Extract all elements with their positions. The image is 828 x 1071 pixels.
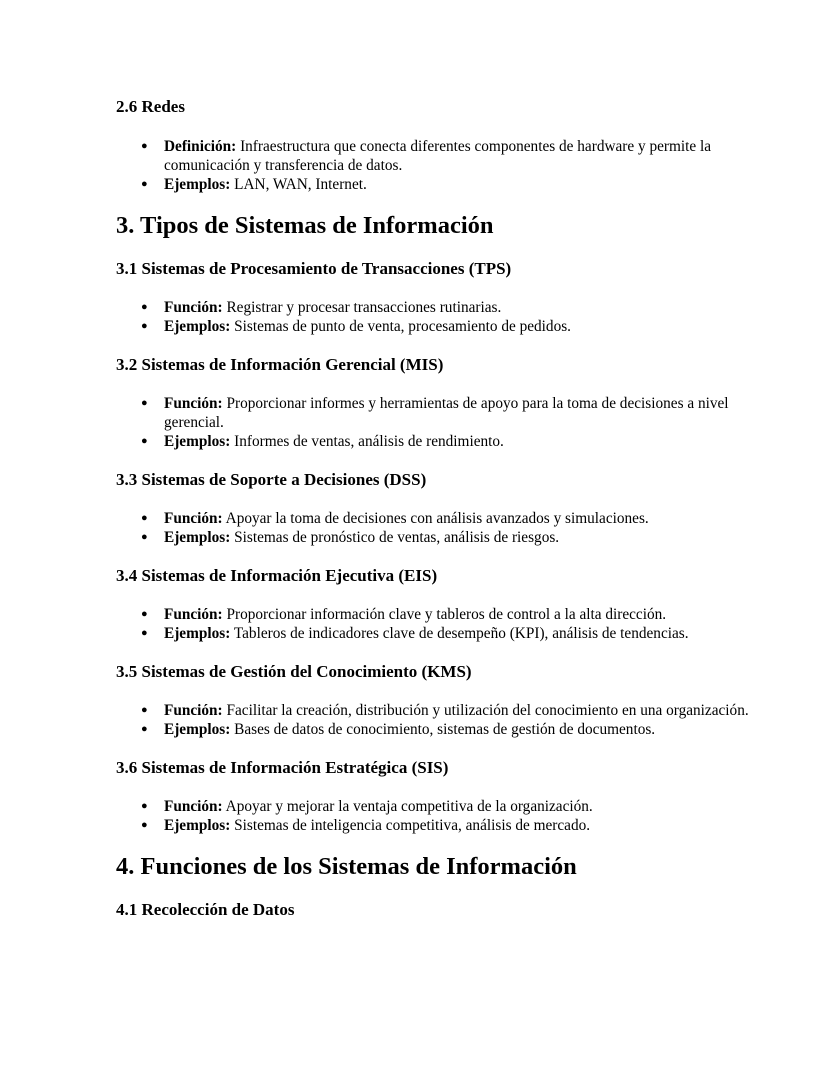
section-heading-3-2: 3.2 Sistemas de Información Gerencial (MIS) xyxy=(116,355,444,374)
bullet-icon: ● xyxy=(141,608,148,620)
item-text: LAN, WAN, Internet. xyxy=(234,176,367,193)
section-heading-3-5: 3.5 Sistemas de Gestión del Conocimiento (KMS) xyxy=(116,662,472,681)
item-label: Ejemplos: xyxy=(164,721,231,738)
list-item xyxy=(116,701,754,720)
section-heading-3-4: 3.4 Sistemas de Información Ejecutiva (EIS) xyxy=(116,566,438,585)
chapter-title-3: 3. Tipos de Sistemas de Información xyxy=(116,212,494,239)
chapter-title-4: 4. Funciones de los Sistemas de Información xyxy=(116,853,577,880)
item-text: Sistemas de punto de venta, procesamiento de pedidos. xyxy=(234,318,572,335)
bullet-list-3-6 xyxy=(116,797,768,835)
list-item xyxy=(116,432,754,451)
item-text: Proporcionar información clave y tableros de control a la alta dirección. xyxy=(226,606,667,623)
section-heading-3-3: 3.3 Sistemas de Soporte a Decisiones (DSS) xyxy=(116,470,427,489)
bullet-list-3-3 xyxy=(116,509,768,547)
item-label: Función: xyxy=(164,510,223,527)
item-text: Registrar y procesar transacciones rutinarias. xyxy=(226,299,502,316)
bullet-icon: ● xyxy=(141,140,148,152)
bullet-icon: ● xyxy=(141,178,148,190)
list-item xyxy=(116,605,754,624)
bullet-list-3-4 xyxy=(116,605,768,643)
bullet-list-3-1 xyxy=(116,298,768,336)
list-item xyxy=(116,298,754,317)
bullet-icon: ● xyxy=(141,512,148,524)
list-item xyxy=(116,797,754,816)
bullet-icon: ● xyxy=(141,800,148,812)
bullet-icon: ● xyxy=(141,531,148,543)
section-heading-4-1: 4.1 Recolección de Datos xyxy=(116,900,295,919)
list-item xyxy=(116,394,754,432)
bullet-list-2-6 xyxy=(116,137,768,194)
section-heading-3-6: 3.6 Sistemas de Información Estratégica (SIS) xyxy=(116,758,449,777)
item-label: Definición: xyxy=(164,138,237,155)
item-label: Ejemplos: xyxy=(164,625,231,642)
item-text: Apoyar la toma de decisiones con análisis avanzados y simulaciones. xyxy=(225,510,649,527)
item-label: Función: xyxy=(164,395,223,412)
bullet-icon: ● xyxy=(141,301,148,313)
item-label: Función: xyxy=(164,299,223,316)
list-item xyxy=(116,816,754,835)
item-label: Ejemplos: xyxy=(164,529,231,546)
bullet-list-3-2 xyxy=(116,394,768,451)
bullet-list-3-5 xyxy=(116,701,768,739)
item-text: Proporcionar informes y herramientas de apoyo para la toma de decisiones a nivel gerencial. xyxy=(164,395,729,431)
item-text: Sistemas de pronóstico de ventas, análisis de riesgos. xyxy=(234,529,560,546)
bullet-icon: ● xyxy=(141,397,148,409)
item-text: Informes de ventas, análisis de rendimiento. xyxy=(234,433,504,450)
list-item xyxy=(116,175,754,194)
section-heading-2-6: 2.6 Redes xyxy=(116,97,185,116)
item-text: Apoyar y mejorar la ventaja competitiva de la organización. xyxy=(225,798,593,815)
list-item xyxy=(116,509,754,528)
item-label: Ejemplos: xyxy=(164,433,231,450)
item-text: Bases de datos de conocimiento, sistemas de gestión de documentos. xyxy=(234,721,656,738)
bullet-icon: ● xyxy=(141,627,148,639)
list-item xyxy=(116,624,754,643)
list-item xyxy=(116,720,754,739)
item-text: Infraestructura que conecta diferentes componentes de hardware y permite la comunicación y transferencia de datos. xyxy=(164,138,712,174)
item-label: Ejemplos: xyxy=(164,176,231,193)
list-item xyxy=(116,137,754,175)
bullet-icon: ● xyxy=(141,320,148,332)
item-text: Tableros de indicadores clave de desempeño (KPI), análisis de tendencias. xyxy=(233,625,689,642)
section-heading-3-1: 3.1 Sistemas de Procesamiento de Transacciones (TPS) xyxy=(116,259,512,278)
item-label: Ejemplos: xyxy=(164,318,231,335)
list-item xyxy=(116,317,754,336)
item-label: Función: xyxy=(164,606,223,623)
item-text: Sistemas de inteligencia competitiva, análisis de mercado. xyxy=(234,817,591,834)
item-label: Ejemplos: xyxy=(164,817,231,834)
bullet-icon: ● xyxy=(141,723,148,735)
bullet-icon: ● xyxy=(141,819,148,831)
bullet-icon: ● xyxy=(141,435,148,447)
bullet-icon: ● xyxy=(141,704,148,716)
item-text: Facilitar la creación, distribución y utilización del conocimiento en una organización. xyxy=(226,702,749,719)
item-label: Función: xyxy=(164,798,223,815)
item-label: Función: xyxy=(164,702,223,719)
list-item xyxy=(116,528,754,547)
